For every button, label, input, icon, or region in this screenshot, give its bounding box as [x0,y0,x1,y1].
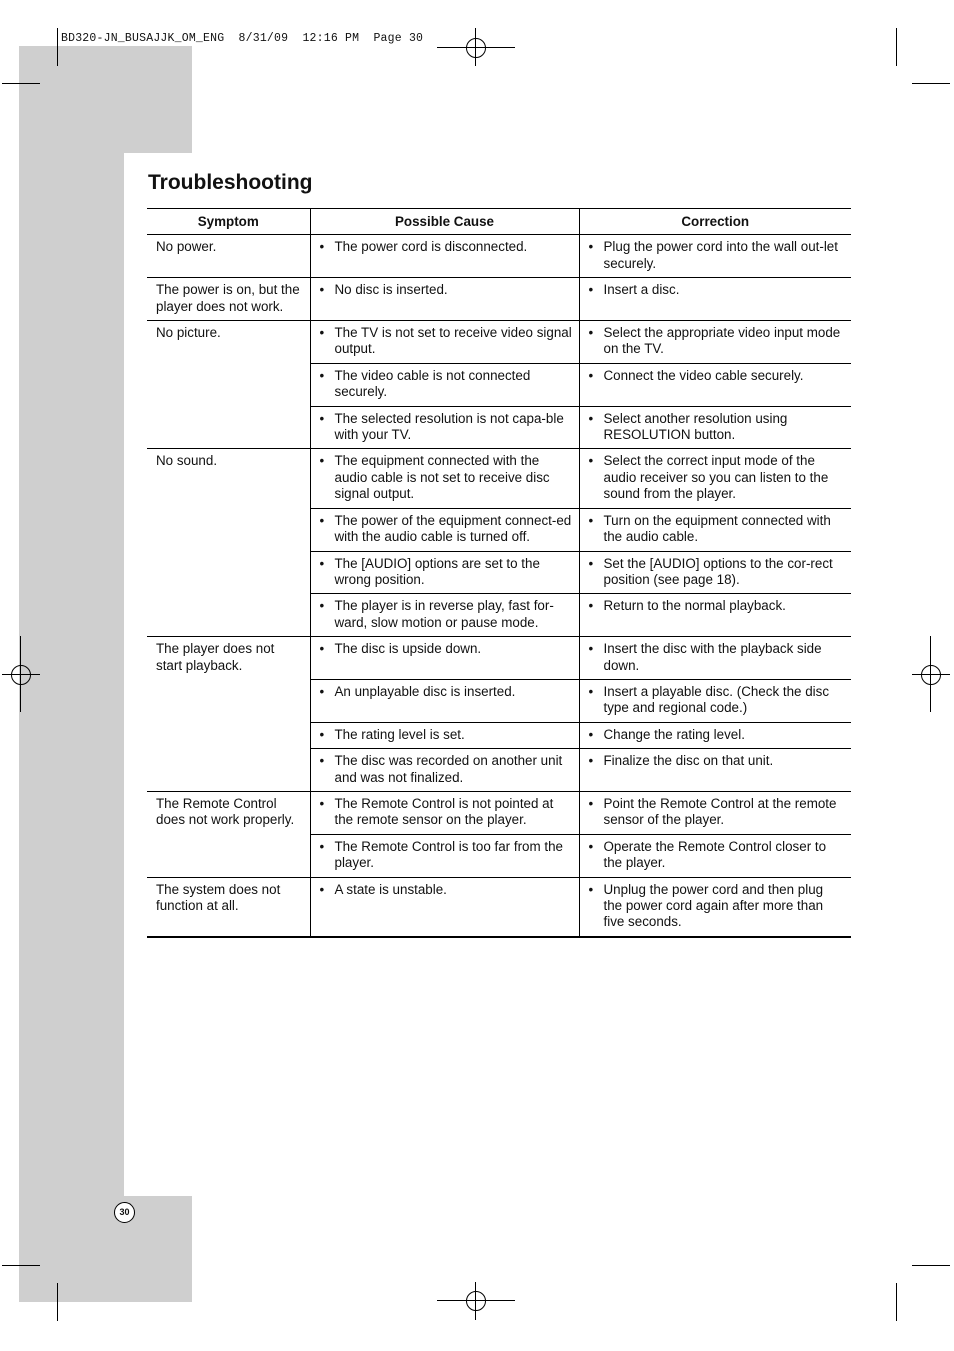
margin-band-top [19,46,192,153]
bullet-icon: • [588,598,594,614]
correction-text: Select another resolution using RESOLUTION button. [603,410,788,443]
bullet-icon: • [588,410,594,426]
cause-cell [310,791,579,834]
bullet-icon: • [588,838,594,854]
correction-text: Select the correct input mode of the audio receiver so you can listen to the sound from the player. [603,453,829,502]
correction-text: Operate the Remote Control closer to the player. [603,838,827,871]
correction-cell [579,406,851,449]
margin-band [19,150,124,1200]
symptom-cell: No power. [147,235,310,278]
bullet-icon: • [319,325,325,341]
cause-cell [310,877,579,937]
bullet-icon: • [319,239,325,255]
cause-text: The disc was recorded on another unit and was not finalized. [334,753,563,785]
correction-text: Point the Remote Control at the remote sensor of the player. [603,795,837,828]
bullet-icon: • [319,555,325,571]
bullet-icon: • [319,753,325,769]
correction-cell [579,321,851,364]
cause-cell [310,637,579,680]
bullet-icon: • [319,282,325,298]
correction-text: Plug the power cord into the wall out-let securely. [603,239,838,271]
correction-cell [579,679,851,722]
bullet-icon: • [319,838,325,854]
bullet-icon: • [319,512,325,528]
correction-cell [579,749,851,792]
cause-cell [310,321,579,364]
correction-cell [579,594,851,637]
cause-text: A state is unstable. [334,881,447,897]
bullet-icon: • [319,726,325,742]
bullet-icon: • [588,325,594,341]
bullet-icon: • [319,453,325,469]
correction-text: Connect the video cable securely. [603,367,804,383]
column-header-correction: Correction [579,209,851,235]
cause-cell [310,551,579,594]
correction-cell [579,551,851,594]
cause-text: The TV is not set to receive video signal output. [334,325,572,357]
bullet-icon: • [319,641,325,657]
symptom-cell: The player does not start playback. [147,637,310,792]
correction-text: Select the appropriate video input mode on the TV. [603,325,841,357]
cause-cell [310,834,579,877]
cause-text: The Remote Control is too far from the player. [334,838,563,871]
cause-text: The power cord is disconnected. [334,239,528,255]
bullet-icon: • [319,367,325,383]
table-body [147,235,851,937]
correction-cell [579,449,851,508]
bullet-icon: • [588,683,594,699]
table-row [147,877,851,937]
correction-text: Turn on the equipment connected with the audio cable. [603,512,831,545]
symptom-cell: The Remote Control does not work properly. [147,791,310,877]
correction-cell [579,834,851,877]
bullet-icon: • [588,512,594,528]
table-row [147,278,851,321]
table-row [147,321,851,364]
correction-text: Insert a disc. [603,282,680,298]
cause-cell [310,594,579,637]
bullet-icon: • [588,239,594,255]
cause-text: The [AUDIO] options are set to the wrong position. [334,555,540,587]
column-header-symptom: Symptom [147,209,310,235]
bullet-icon: • [588,453,594,469]
bullet-icon: • [319,410,325,426]
print-slug: BD320-JN_BUSAJJK_OM_ENG 8/31/09 12:16 PM Page 30 [61,32,424,45]
correction-text: Change the rating level. [603,726,745,742]
cause-cell [310,749,579,792]
page-title: Troubleshooting [148,171,313,194]
table-row [147,637,851,680]
bullet-icon: • [588,282,594,298]
cause-text: The equipment connected with the audio cable is not set to receive disc signal output. [334,453,550,502]
table-header-row [147,209,851,235]
bullet-icon: • [588,753,594,769]
symptom-cell: The system does not function at all. [147,877,310,937]
correction-text: Unplug the power cord and then plug the power cord again after more than five seconds. [603,881,824,930]
correction-cell [579,791,851,834]
table-row [147,235,851,278]
correction-text: Insert a playable disc. (Check the disc type and regional code.) [603,683,830,716]
cause-cell [310,508,579,551]
correction-cell [579,637,851,680]
page-number: 30 [114,1202,135,1223]
correction-cell [579,877,851,937]
cause-text: An unplayable disc is inserted. [334,683,516,699]
bullet-icon: • [588,881,594,897]
cause-cell [310,363,579,406]
cause-text: The rating level is set. [334,726,465,742]
table-row [147,449,851,508]
cause-cell [310,278,579,321]
correction-text: Return to the normal playback. [603,598,786,614]
bullet-icon: • [588,555,594,571]
bullet-icon: • [319,795,325,811]
correction-cell [579,235,851,278]
correction-text: Set the [AUDIO] options to the cor-rect position (see page 18). [603,555,833,587]
correction-text: Finalize the disc on that unit. [603,753,774,769]
cause-text: The Remote Control is not pointed at the remote sensor on the player. [334,795,554,828]
table-row [147,791,851,834]
cause-text: The player is in reverse play, fast for-ward, slow motion or pause mode. [334,598,554,630]
troubleshooting-table [147,208,851,938]
symptom-cell: No picture. [147,321,310,449]
bullet-icon: • [588,795,594,811]
symptom-cell: The power is on, but the player does not work. [147,278,310,321]
cause-text: The selected resolution is not capa-ble with your TV. [334,410,564,443]
bullet-icon: • [588,641,594,657]
cause-cell [310,406,579,449]
cause-cell [310,235,579,278]
correction-text: Insert the disc with the playback side down. [603,641,822,673]
cause-text: The power of the equipment connect-ed with the audio cable is turned off. [334,512,572,545]
column-header-possible-cause: Possible Cause [310,209,579,235]
cause-text: The disc is upside down. [334,641,482,657]
correction-cell [579,508,851,551]
cause-cell [310,722,579,748]
cause-cell [310,449,579,508]
bullet-icon: • [319,683,325,699]
correction-cell [579,278,851,321]
bullet-icon: • [319,881,325,897]
symptom-cell: No sound. [147,449,310,637]
bullet-icon: • [588,726,594,742]
cause-cell [310,679,579,722]
cause-text: The video cable is not connected securely. [334,367,531,400]
bullet-icon: • [319,598,325,614]
cause-text: No disc is inserted. [334,282,448,298]
margin-band-bottom [19,1196,192,1302]
correction-cell [579,363,851,406]
bullet-icon: • [588,367,594,383]
correction-cell [579,722,851,748]
